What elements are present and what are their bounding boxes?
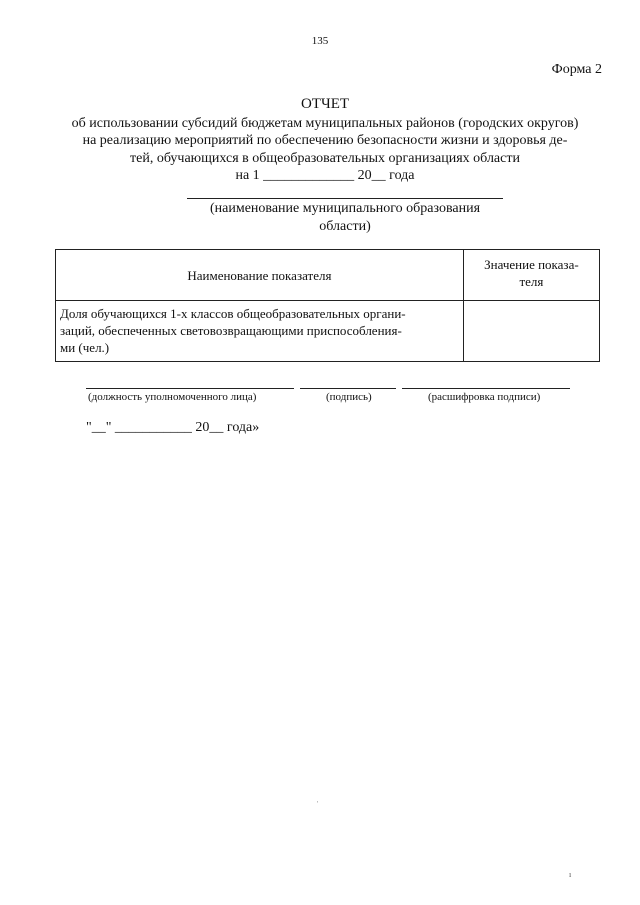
position-caption: (должность уполномоченного лица): [88, 391, 257, 403]
municipality-blank-line: [187, 198, 503, 199]
decoding-caption: (расшифровка подписи): [428, 391, 541, 403]
municipality-caption-line-1: (наименование муниципального образования: [209, 201, 481, 216]
indicator-value-cell[interactable]: [463, 301, 599, 362]
indicator-name-line-2: заций, обеспеченных световозвращающими приспособления-: [60, 323, 402, 338]
report-date-line: на 1 _____________ 20__ года: [235, 168, 415, 183]
signature-blank-line: [300, 388, 396, 389]
position-blank-line: [86, 388, 294, 389]
municipality-caption-line-2: области): [319, 218, 371, 234]
report-title-block: [40, 96, 610, 185]
form-label: Форма 2: [551, 62, 602, 77]
indicator-name-line-3: ми (чел.): [60, 340, 110, 355]
header-value-line-2: теля: [519, 274, 544, 289]
page-number: 135: [311, 35, 329, 47]
table-header-row: [56, 250, 600, 301]
header-value-line-1: Значение показа-: [484, 257, 579, 272]
indicators-table: [55, 249, 600, 362]
indicator-name-line-1: Доля обучающихся 1-х классов общеобразовательных органи-: [60, 306, 406, 321]
report-subtitle-line-1: об использовании субсидий бюджетам муниципальных районов (городских округов): [71, 115, 579, 131]
header-indicator-name: Наименование показателя: [56, 250, 464, 301]
decoding-blank-line: [402, 388, 570, 389]
indicator-name-cell: [56, 301, 464, 362]
scan-mark-center: ˈ: [316, 800, 319, 809]
table-row: [56, 301, 600, 362]
report-subtitle-line-2: на реализацию мероприятий по обеспечению безопасности жизни и здоровья де-: [82, 133, 568, 148]
signature-caption: (подпись): [326, 391, 372, 403]
signing-date-line: "__" ___________ 20__ года»: [86, 420, 260, 435]
scan-mark-corner: ı: [569, 870, 572, 879]
header-indicator-value: [463, 250, 599, 301]
report-subtitle-line-3: тей, обучающихся в общеобразовательных организациях области: [130, 150, 520, 166]
report-title: ОТЧЕТ: [300, 96, 350, 112]
municipality-caption: [150, 200, 540, 235]
